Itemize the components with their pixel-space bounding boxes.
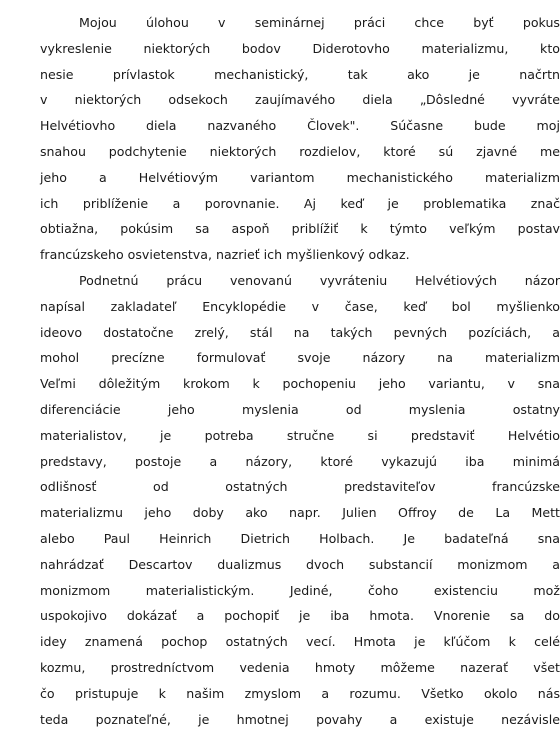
text-line: monizmom materialistickým. Jediné, čoho existenciu mož: [40, 582, 560, 598]
body-text: [0, 10, 560, 732]
text-line: materialistov, je potreba stručne si predstaviť Helvétio: [40, 427, 560, 443]
text-line: teda poznateľné, je hmotnej povahy a existuje nezávisle: [40, 711, 560, 727]
text-line: obtiažna, pokúsim sa aspoň priblížiť k týmto veľkým postav: [40, 221, 560, 237]
text-line: predstavy, postoje a názory, ktoré vykazujú iba minimá: [40, 453, 560, 469]
text-line: ideovo dostatočne zrelý, stál na takých pevných pozíciách, a: [40, 324, 560, 340]
text-line: snahou podchytenie niektorých rozdielov, ktoré sú zjavné me: [40, 143, 560, 159]
text-line: čo pristupuje k našim zmyslom a rozumu. Všetko okolo nás: [40, 685, 560, 701]
text-line: jeho a Helvétiovým variantom mechanistického materializm: [40, 169, 560, 185]
text-line: nahrádzať Descartov dualizmus dvoch substancií monizmom a: [40, 556, 560, 572]
text-line: Veľmi dôležitým krokom k pochopeniu jeho variantu, v sna: [40, 376, 560, 392]
text-line: mohol precízne formulovať svoje názory na materializm: [40, 350, 560, 366]
text-line: francúzskeho osvietenstva, nazrieť ich myšlienkový odkaz.: [40, 247, 410, 263]
text-line: alebo Paul Heinrich Dietrich Holbach. Je badateľná sna: [40, 530, 560, 546]
text-line: Podnetnú prácu venovanú vyvráteniu Helvétiových názor: [79, 272, 560, 288]
text-line: nesie prívlastok mechanistický, tak ako je načrtn: [40, 66, 560, 82]
text-line: idey znamená pochop ostatných vecí. Hmota je kľúčom k celé: [40, 634, 560, 650]
text-line: v niektorých odsekoch zaujímavého diela „Dôsledné vyvráte: [40, 92, 560, 108]
text-line: uspokojivo dokázať a pochopiť je iba hmota. Vnorenie sa do: [40, 608, 560, 624]
text-line: kozmu, prostredníctvom vedenia hmoty môžeme nazerať všet: [40, 659, 560, 675]
text-line: diferenciácie jeho myslenia od myslenia ostatny: [40, 401, 560, 417]
text-line: Helvétiovho diela nazvaného Človek". Súčasne bude moj: [40, 118, 560, 134]
text-line: ich priblíženie a porovnanie. Aj keď je problematika znač: [40, 195, 560, 211]
text-line: materializmu jeho doby ako napr. Julien Offroy de La Mett: [40, 505, 560, 521]
text-line: odlišnosť od ostatných predstaviteľov francúzske: [40, 479, 560, 495]
text-line: Mojou úlohou v seminárnej práci chce byť pokus: [79, 15, 560, 30]
text-line: vykreslenie niektorých bodov Diderotovho materializmu, kto: [40, 40, 560, 56]
text-line: napísal zakladateľ Encyklopédie v čase, keď bol myšlienko: [40, 298, 560, 314]
